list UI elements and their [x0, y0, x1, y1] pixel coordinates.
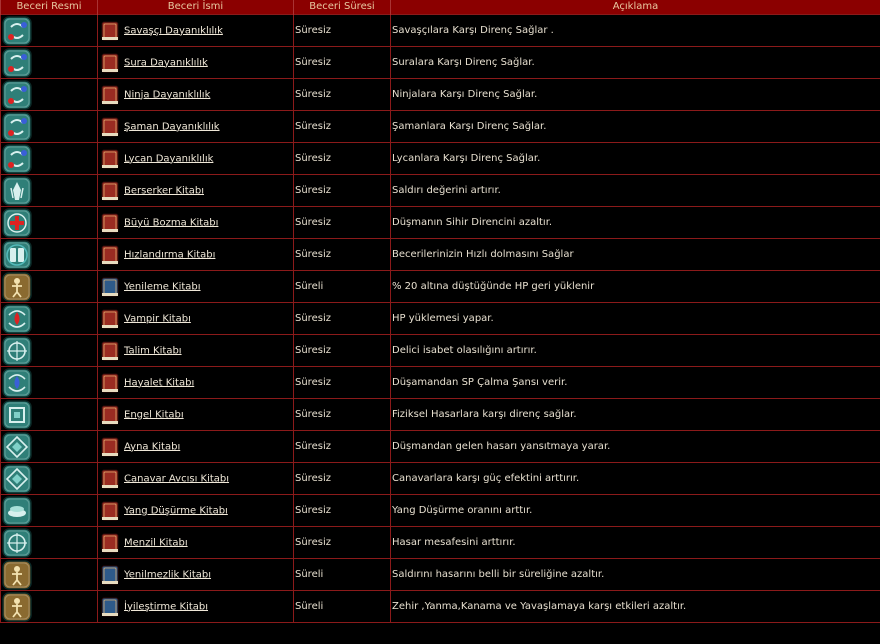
- range-icon: [2, 528, 32, 558]
- skill-image-cell: [1, 15, 98, 47]
- skill-duration: Süresiz: [294, 527, 391, 559]
- skill-book-icon: [99, 340, 121, 362]
- skill-name-link[interactable]: Ninja Dayanıklılık: [124, 89, 211, 100]
- skill-image-cell: [1, 463, 98, 495]
- skill-name-link[interactable]: Yenileme Kitabı: [124, 281, 201, 292]
- skill-duration: Süreli: [294, 559, 391, 591]
- table-row: [1, 559, 880, 591]
- skill-description: Hasar mesafesini arttırır.: [391, 527, 880, 559]
- skill-description: Fiziksel Hasarlara karşı direnç sağlar.: [391, 399, 880, 431]
- skill-name-cell: [98, 335, 294, 367]
- table-row: [1, 143, 880, 175]
- skill-book-icon: [99, 116, 121, 138]
- skill-image-cell: [1, 47, 98, 79]
- skill-name-link[interactable]: Talim Kitabı: [124, 345, 182, 356]
- skill-name-cell: [98, 111, 294, 143]
- skill-image-cell: [1, 79, 98, 111]
- skill-description: Saldırı değerini artırır.: [391, 175, 880, 207]
- skill-name-link[interactable]: Yenilmezlik Kitabı: [124, 569, 212, 580]
- skill-book-icon: [99, 20, 121, 42]
- berserker-icon: [2, 176, 32, 206]
- table-row: [1, 207, 880, 239]
- header-row: [1, 0, 880, 15]
- vampire-icon: [2, 304, 32, 334]
- table-row: [1, 303, 880, 335]
- skill-book-icon: [99, 564, 121, 586]
- skill-duration: Süresiz: [294, 399, 391, 431]
- table-row: [1, 431, 880, 463]
- skill-image-cell: [1, 431, 98, 463]
- table-row: [1, 463, 880, 495]
- skill-book-icon: [99, 84, 121, 106]
- skill-book-icon: [99, 596, 121, 618]
- skill-image-cell: [1, 367, 98, 399]
- skill-name-cell: [98, 559, 294, 591]
- resistance-shaman-icon: [2, 112, 32, 142]
- skill-description: Suralara Karşı Direnç Sağlar.: [391, 47, 880, 79]
- skill-book-icon: [99, 500, 121, 522]
- table-row: [1, 79, 880, 111]
- skill-description: Düşmanın Sihir Direncini azaltır.: [391, 207, 880, 239]
- table-row: [1, 527, 880, 559]
- skill-name-link[interactable]: Menzil Kitabı: [124, 537, 188, 548]
- header-image: Beceri Resmi: [1, 0, 98, 15]
- skill-description: Savaşçılara Karşı Direnç Sağlar .: [391, 15, 880, 47]
- skill-image-cell: [1, 399, 98, 431]
- table-row: [1, 335, 880, 367]
- mirror-icon: [2, 432, 32, 462]
- skill-image-cell: [1, 143, 98, 175]
- skill-name-link[interactable]: Berserker Kitabı: [124, 185, 204, 196]
- skill-duration: Süreli: [294, 591, 391, 623]
- resistance-sura-icon: [2, 48, 32, 78]
- skill-name-link[interactable]: Yang Düşürme Kitabı: [124, 505, 228, 516]
- skill-name-cell: [98, 527, 294, 559]
- skill-book-icon: [99, 532, 121, 554]
- skill-duration: Süresiz: [294, 239, 391, 271]
- table-row: [1, 367, 880, 399]
- skill-name-link[interactable]: Büyü Bozma Kitabı: [124, 217, 219, 228]
- healing-icon: [2, 592, 32, 622]
- skill-name-link[interactable]: Hayalet Kitabı: [124, 377, 195, 388]
- skill-name-cell: [98, 431, 294, 463]
- skill-duration: Süresiz: [294, 303, 391, 335]
- skill-description: Delici isabet olasılığını artırır.: [391, 335, 880, 367]
- skill-image-cell: [1, 335, 98, 367]
- table-row: [1, 47, 880, 79]
- skill-duration: Süresiz: [294, 335, 391, 367]
- skill-image-cell: [1, 111, 98, 143]
- skill-name-link[interactable]: Hızlandırma Kitabı: [124, 249, 216, 260]
- skill-name-cell: [98, 207, 294, 239]
- skill-name-cell: [98, 47, 294, 79]
- skill-name-link[interactable]: Lycan Dayanıklılık: [124, 153, 214, 164]
- skill-book-icon: [99, 372, 121, 394]
- skill-description: Şamanlara Karşı Direnç Sağlar.: [391, 111, 880, 143]
- skill-duration: Süresiz: [294, 143, 391, 175]
- skill-description: Düşamandan SP Çalma Şansı verir.: [391, 367, 880, 399]
- header-description: Açıklama: [391, 0, 880, 15]
- skill-name-cell: [98, 143, 294, 175]
- skill-name-cell: [98, 495, 294, 527]
- skill-image-cell: [1, 271, 98, 303]
- regeneration-icon: [2, 272, 32, 302]
- skill-name-link[interactable]: Şaman Dayanıklılık: [124, 121, 220, 132]
- skill-name-cell: [98, 399, 294, 431]
- skill-name-cell: [98, 303, 294, 335]
- skill-name-cell: [98, 271, 294, 303]
- skill-name-cell: [98, 239, 294, 271]
- skill-name-link[interactable]: Canavar Avcısı Kitabı: [124, 473, 230, 484]
- skill-duration: Süresiz: [294, 15, 391, 47]
- skill-duration: Süresiz: [294, 495, 391, 527]
- table-row: [1, 15, 880, 47]
- table-row: [1, 271, 880, 303]
- skill-name-cell: [98, 79, 294, 111]
- skill-duration: Süresiz: [294, 47, 391, 79]
- skill-name-link[interactable]: İyileştirme Kitabı: [124, 601, 209, 612]
- skill-duration: Süresiz: [294, 175, 391, 207]
- table-row: [1, 591, 880, 623]
- table-row: [1, 495, 880, 527]
- skill-name-cell: [98, 15, 294, 47]
- skill-book-icon: [99, 212, 121, 234]
- anti-magic-icon: [2, 208, 32, 238]
- skill-image-cell: [1, 591, 98, 623]
- skill-image-cell: [1, 239, 98, 271]
- skill-image-cell: [1, 527, 98, 559]
- skill-duration: Süresiz: [294, 79, 391, 111]
- skill-image-cell: [1, 303, 98, 335]
- skill-book-icon: [99, 308, 121, 330]
- skill-duration: Süresiz: [294, 431, 391, 463]
- invincibility-icon: [2, 560, 32, 590]
- skill-name-cell: [98, 367, 294, 399]
- ghost-icon: [2, 368, 32, 398]
- skill-duration: Süresiz: [294, 367, 391, 399]
- skill-name-cell: [98, 463, 294, 495]
- table-row: [1, 239, 880, 271]
- header-name: Beceri İsmi: [98, 0, 294, 15]
- skill-name-link[interactable]: Sura Dayanıklılık: [124, 57, 208, 68]
- monster-hunter-icon: [2, 464, 32, 494]
- skill-image-cell: [1, 495, 98, 527]
- skill-duration: Süresiz: [294, 207, 391, 239]
- yang-drop-icon: [2, 496, 32, 526]
- skill-description: Saldırını hasarını belli bir süreliğine azaltır.: [391, 559, 880, 591]
- skill-book-icon: [99, 436, 121, 458]
- barrier-icon: [2, 400, 32, 430]
- skill-duration: Süresiz: [294, 111, 391, 143]
- skill-book-icon: [99, 52, 121, 74]
- skill-description: % 20 altına düştüğünde HP geri yüklenir: [391, 271, 880, 303]
- skill-description: Zehir ,Yanma,Kanama ve Yavaşlamaya karşı etkileri azaltır.: [391, 591, 880, 623]
- training-icon: [2, 336, 32, 366]
- skill-book-icon: [99, 404, 121, 426]
- skill-description: Yang Düşürme oranını arttır.: [391, 495, 880, 527]
- skill-duration: Süreli: [294, 271, 391, 303]
- skill-image-cell: [1, 559, 98, 591]
- skill-description: Canavarlara karşı güç efektini arttırır.: [391, 463, 880, 495]
- skill-book-icon: [99, 276, 121, 298]
- skill-duration: Süresiz: [294, 463, 391, 495]
- skill-name-link[interactable]: Ayna Kitabı: [124, 441, 181, 452]
- skill-name-link[interactable]: Vampir Kitabı: [124, 313, 191, 324]
- skill-description: HP yüklemesi yapar.: [391, 303, 880, 335]
- table-row: [1, 399, 880, 431]
- resistance-lycan-icon: [2, 144, 32, 174]
- resistance-ninja-icon: [2, 80, 32, 110]
- table-row: [1, 175, 880, 207]
- haste-icon: [2, 240, 32, 270]
- skill-description: Ninjalara Karşı Direnç Sağlar.: [391, 79, 880, 111]
- skill-description: Becerilerinizin Hızlı dolmasını Sağlar: [391, 239, 880, 271]
- resistance-warrior-icon: [2, 16, 32, 46]
- skill-description: Düşmandan gelen hasarı yansıtmaya yarar.: [391, 431, 880, 463]
- skill-book-icon: [99, 180, 121, 202]
- skill-name-link[interactable]: Savaşçı Dayanıklılık: [124, 25, 223, 36]
- skill-description: Lycanlara Karşı Direnç Sağlar.: [391, 143, 880, 175]
- skill-book-icon: [99, 468, 121, 490]
- skill-book-icon: [99, 244, 121, 266]
- header-duration: Beceri Süresi: [294, 0, 391, 15]
- skill-name-cell: [98, 175, 294, 207]
- skill-name-link[interactable]: Engel Kitabı: [124, 409, 184, 420]
- table-row: [1, 111, 880, 143]
- skill-image-cell: [1, 207, 98, 239]
- skill-name-cell: [98, 591, 294, 623]
- skill-image-cell: [1, 175, 98, 207]
- skill-book-icon: [99, 148, 121, 170]
